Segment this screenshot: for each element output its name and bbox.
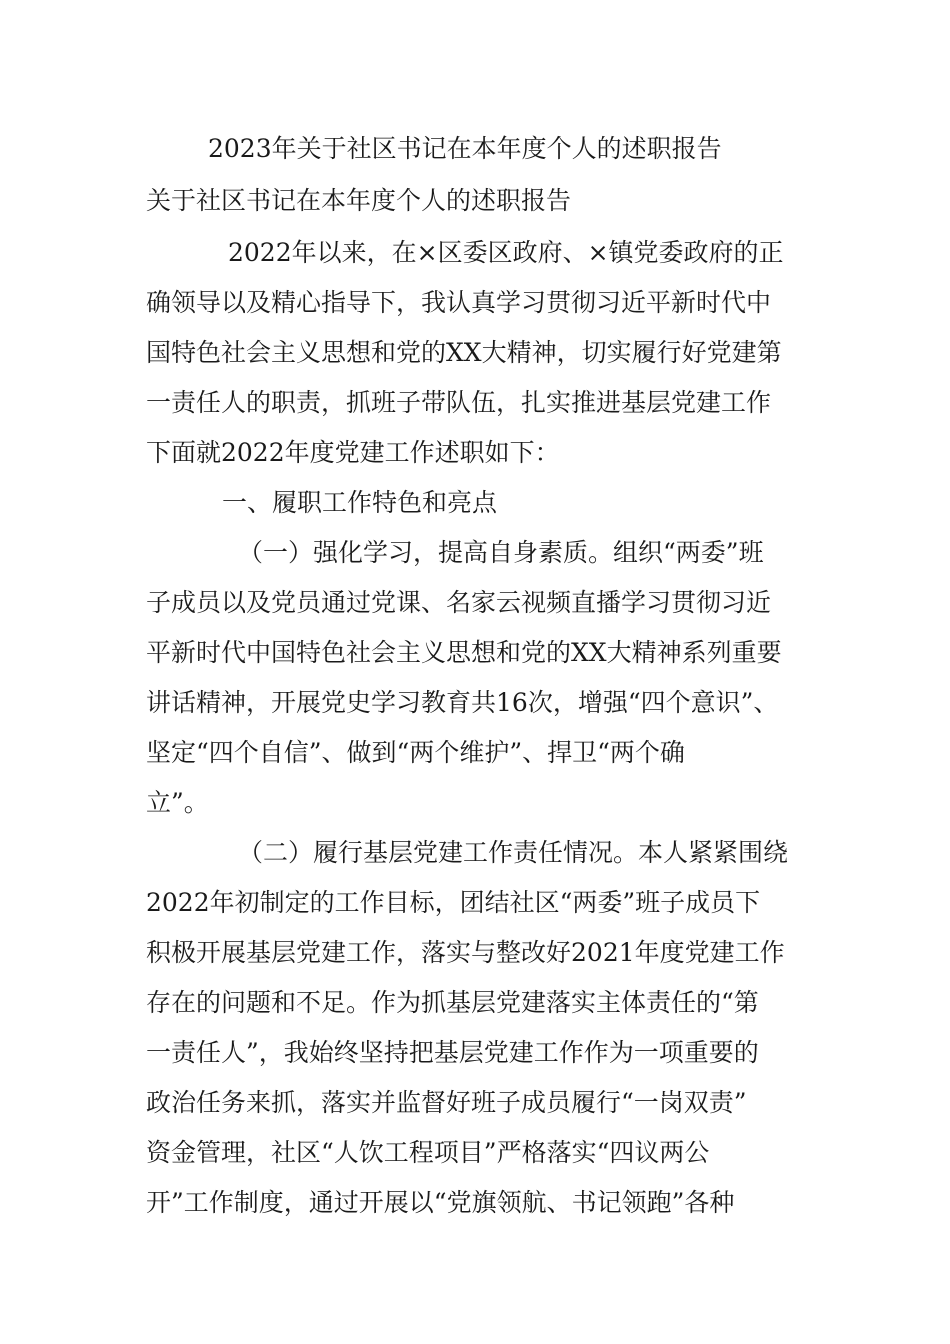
paragraph-line: 子成员以及党员通过党课、名家云视频直播学习贯彻习近 bbox=[146, 588, 772, 617]
paragraph-line: 开”工作制度，通过开展以“党旗领航、书记领跑”各种 bbox=[146, 1188, 735, 1217]
paragraph-line: 2022年初制定的工作目标，团结社区“两委”班子成员下 bbox=[146, 888, 761, 917]
paragraph-line: （一）强化学习，提高自身素质。组织“两委”班 bbox=[238, 538, 764, 567]
paragraph-line: 讲话精神，开展党史学习教育共16次，增强“四个意识”、 bbox=[146, 688, 779, 717]
paragraph-line: 存在的问题和不足。作为抓基层党建落实主体责任的“第 bbox=[146, 988, 759, 1017]
paragraph-line: 一责任人”，我始终坚持把基层党建工作作为一项重要的 bbox=[146, 1038, 759, 1067]
paragraph-line: 一责任人的职责，抓班子带队伍，扎实推进基层党建工作 bbox=[146, 388, 772, 417]
paragraph-line: （二）履行基层党建工作责任情况。本人紧紧围绕 bbox=[238, 838, 789, 867]
paragraph-line: 资金管理，社区“人饮工程项目”严格落实“四议两公 bbox=[146, 1138, 710, 1167]
document-title: 2023年关于社区书记在本年度个人的述职报告 bbox=[208, 134, 722, 163]
paragraph-line: 平新时代中国特色社会主义思想和党的XX大精神系列重要 bbox=[146, 638, 782, 667]
paragraph-line: 2022年以来，在×区委区政府、×镇党委政府的正 bbox=[228, 238, 784, 267]
paragraph-line: 立”。 bbox=[146, 788, 209, 817]
paragraph-line: 下面就2022年度党建工作述职如下： bbox=[146, 438, 560, 467]
paragraph-line: 积极开展基层党建工作，落实与整改好2021年度党建工作 bbox=[146, 938, 785, 967]
paragraph-line: 国特色社会主义思想和党的XX大精神，切实履行好党建第 bbox=[146, 338, 782, 367]
paragraph-line: 坚定“四个自信”、做到“两个维护”、捍卫“两个确 bbox=[146, 738, 685, 767]
paragraph-line: 确领导以及精心指导下，我认真学习贯彻习近平新时代中 bbox=[146, 288, 772, 317]
document-subtitle: 关于社区书记在本年度个人的述职报告 bbox=[146, 186, 572, 215]
section-heading: 一、履职工作特色和亮点 bbox=[222, 488, 498, 517]
paragraph-line: 政治任务来抓，落实并监督好班子成员履行“一岗双责” bbox=[146, 1088, 747, 1117]
